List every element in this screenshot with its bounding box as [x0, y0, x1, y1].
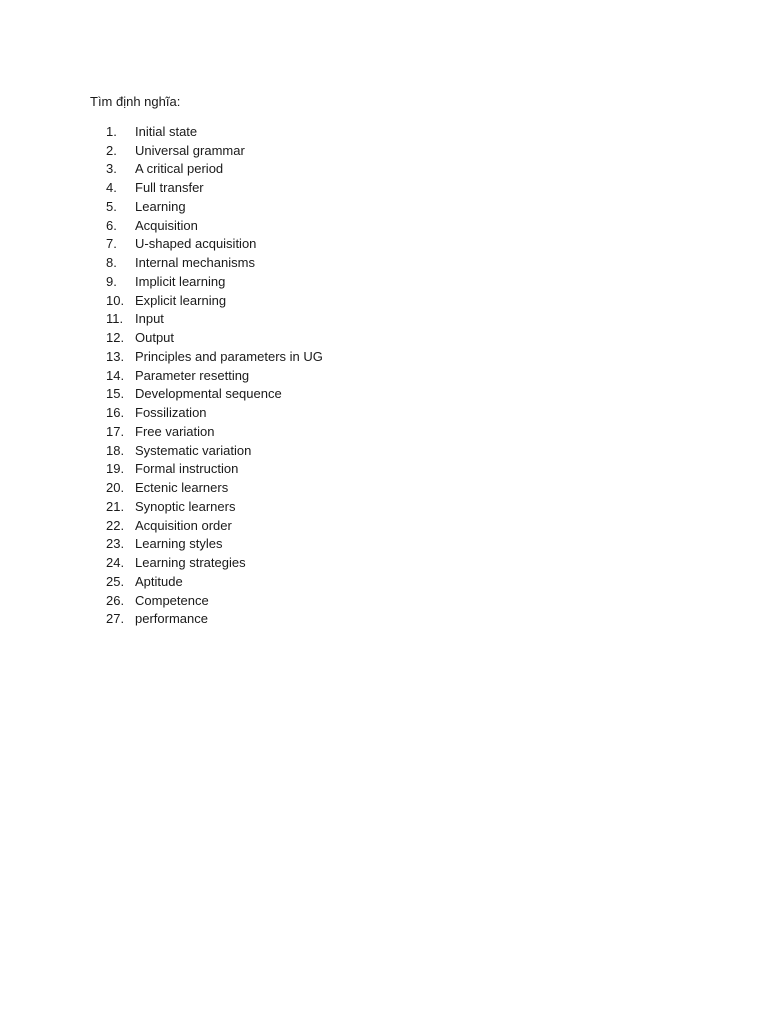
- list-item-number: 8.: [106, 255, 117, 271]
- list-item-number: 19.: [106, 461, 125, 477]
- list-item: [106, 478, 323, 497]
- list-item: [106, 403, 323, 422]
- list-item-text: Acquisition order: [135, 517, 232, 533]
- list-item-text: Learning strategies: [135, 555, 246, 571]
- list-item-text: Aptitude: [135, 573, 183, 589]
- document-heading: Tìm định nghĩa:: [90, 94, 181, 109]
- list-item: [106, 572, 323, 591]
- list-item-text: Full transfer: [135, 180, 204, 196]
- list-item-text: Developmental sequence: [135, 386, 282, 402]
- list-item: [106, 160, 323, 179]
- list-item-text: Synoptic learners: [135, 498, 236, 514]
- list-item-text: Explicit learning: [135, 292, 227, 308]
- list-item: [106, 310, 323, 329]
- list-item-number: 16.: [106, 405, 125, 421]
- list-item-text: Acquisition: [135, 217, 198, 233]
- list-item-text: Fossilization: [135, 405, 207, 421]
- list-item-number: 6.: [106, 217, 117, 233]
- list-item: [106, 535, 323, 554]
- list-item-number: 14.: [106, 367, 125, 383]
- list-item-number: 9.: [106, 273, 117, 289]
- list-item-text: Systematic variation: [135, 442, 252, 458]
- list-item: [106, 216, 323, 235]
- list-item-text: Initial state: [135, 123, 198, 139]
- list-item: [106, 497, 323, 516]
- list-item: [106, 197, 323, 216]
- list-item-number: 11.: [106, 311, 124, 327]
- list-item: [106, 553, 323, 572]
- list-item: [106, 235, 323, 254]
- list-item-text: performance: [135, 611, 208, 627]
- list-item-text: Output: [135, 330, 175, 346]
- list-item-number: 2.: [106, 142, 117, 158]
- list-item-text: Internal mechanisms: [135, 255, 255, 271]
- term-list: [106, 122, 323, 628]
- list-item-text: Parameter resetting: [135, 367, 250, 383]
- list-item-text: Free variation: [135, 423, 215, 439]
- list-item-text: Learning: [135, 198, 186, 214]
- list-item-number: 5.: [106, 198, 117, 214]
- list-item: [106, 347, 323, 366]
- list-item: [106, 422, 323, 441]
- list-item-text: Universal grammar: [135, 142, 245, 158]
- list-item-text: A critical period: [135, 161, 224, 177]
- list-item-number: 15.: [106, 386, 125, 402]
- list-item: [106, 610, 323, 629]
- list-item: [106, 460, 323, 479]
- list-item-number: 4.: [106, 180, 117, 196]
- list-item-text: Principles and parameters in UG: [135, 348, 323, 364]
- list-item: [106, 366, 323, 385]
- list-item: [106, 272, 323, 291]
- list-item-number: 21.: [106, 498, 125, 514]
- list-item-number: 25.: [106, 573, 125, 589]
- list-item-text: U-shaped acquisition: [135, 236, 257, 252]
- list-item-text: Ectenic learners: [135, 480, 229, 496]
- list-item-number: 18.: [106, 442, 125, 458]
- list-item-text: Formal instruction: [135, 461, 239, 477]
- list-item-number: 17.: [106, 423, 125, 439]
- list-item-number: 24.: [106, 555, 125, 571]
- list-item: [106, 441, 323, 460]
- list-item: [106, 141, 323, 160]
- list-item-text: Learning styles: [135, 536, 223, 552]
- list-item: [106, 291, 323, 310]
- list-item: [106, 122, 323, 141]
- list-item-text: Competence: [135, 592, 209, 608]
- list-item: [106, 516, 323, 535]
- list-item: [106, 591, 323, 610]
- list-item-number: 26.: [106, 592, 125, 608]
- list-item-number: 13.: [106, 348, 125, 364]
- list-item: [106, 253, 323, 272]
- list-item-number: 10.: [106, 292, 125, 308]
- list-item-number: 1.: [106, 123, 117, 139]
- list-item-number: 20.: [106, 480, 125, 496]
- list-item-number: 23.: [106, 536, 125, 552]
- list-item-text: Input: [135, 311, 164, 327]
- list-item: [106, 178, 323, 197]
- list-item-number: 22.: [106, 517, 125, 533]
- list-item-number: 7.: [106, 236, 117, 252]
- list-item-number: 3.: [106, 161, 117, 177]
- list-item-number: 12.: [106, 330, 125, 346]
- list-item-number: 27.: [106, 611, 125, 627]
- list-item: [106, 385, 323, 404]
- list-item: [106, 328, 323, 347]
- list-item-text: Implicit learning: [135, 273, 226, 289]
